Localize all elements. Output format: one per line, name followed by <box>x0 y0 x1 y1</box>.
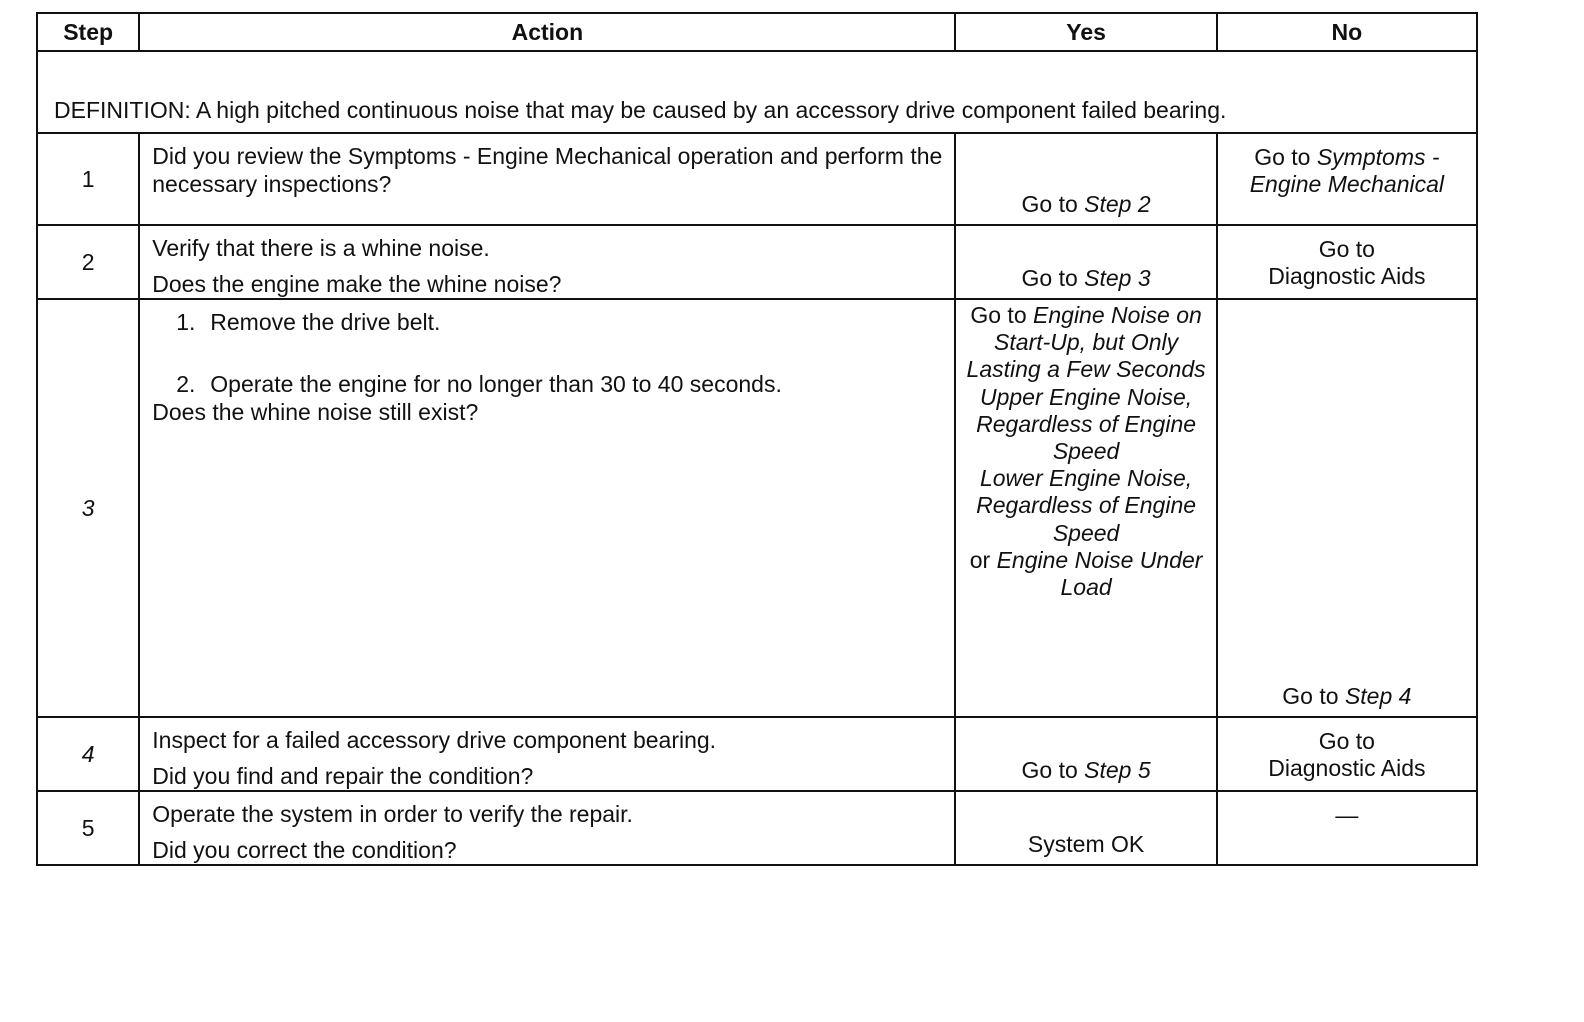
yes-link[interactable]: Upper Engine Noise, Regardless of Engine Speed <box>976 383 1197 465</box>
table-row <box>37 225 1477 299</box>
yes-cell <box>955 717 1216 791</box>
no-cell <box>1217 299 1477 717</box>
no-cell <box>1217 791 1477 865</box>
action-cell <box>139 791 955 865</box>
no-prefix: Go to <box>1318 728 1375 754</box>
no-cell <box>1217 717 1477 791</box>
action-list <box>152 308 942 398</box>
yes-prefix: Go to <box>1021 191 1085 217</box>
yes-cell <box>955 791 1216 865</box>
no-result: — <box>1335 802 1359 828</box>
no-prefix: Go to <box>1282 683 1345 709</box>
yes-cell <box>955 133 1216 225</box>
yes-link[interactable]: Engine Noise Under Load <box>996 546 1203 601</box>
action-cell <box>139 299 955 717</box>
header-yes: Yes <box>955 13 1216 51</box>
definition-row <box>37 51 1477 133</box>
header-step: Step <box>37 13 139 51</box>
step-number: 1 <box>37 133 139 225</box>
no-cell <box>1217 225 1477 299</box>
definition: DEFINITION: A high pitched continuous noise that may be caused by an accessory drive component failed bearing. <box>37 51 1477 133</box>
step-number: 2 <box>37 225 139 299</box>
table-row <box>37 299 1477 717</box>
action-cell <box>139 225 955 299</box>
table-row <box>37 791 1477 865</box>
yes-link[interactable]: Step 2 <box>1084 191 1151 217</box>
no-link[interactable]: Diagnostic Aids <box>1268 263 1426 289</box>
action-question: Did you correct the condition? <box>152 837 457 863</box>
yes-prefix: Go to <box>970 302 1034 328</box>
action-text: Did you review the Symptoms - Engine Mechanical operation and perform the necessary inspections? <box>152 143 943 197</box>
action-cell <box>139 133 955 225</box>
yes-cell <box>955 299 1216 717</box>
step-number: 3 <box>37 299 139 717</box>
action-cell <box>139 717 955 791</box>
yes-prefix: Go to <box>1021 757 1085 783</box>
step-number: 5 <box>37 791 139 865</box>
table-row <box>37 717 1477 791</box>
diagnostic-table <box>36 12 1478 866</box>
yes-link[interactable]: Step 5 <box>1084 757 1151 783</box>
no-cell <box>1217 133 1477 225</box>
list-item: 1. Remove the drive belt. <box>176 309 441 335</box>
action-question: Did you find and repair the condition? <box>152 763 534 789</box>
yes-cell <box>955 225 1216 299</box>
yes-prefix: Go to <box>1021 265 1085 291</box>
action-text: Verify that there is a whine noise. <box>152 235 490 261</box>
yes-link[interactable]: Engine Noise on Start-Up, but Only Lasting a Few Seconds <box>966 302 1206 383</box>
action-question: Does the engine make the whine noise? <box>152 271 562 297</box>
header-action: Action <box>139 13 955 51</box>
no-link[interactable]: Diagnostic Aids <box>1268 755 1426 781</box>
no-prefix: Go to <box>1318 236 1375 262</box>
header-no: No <box>1217 13 1477 51</box>
yes-result: System OK <box>1027 831 1145 857</box>
action-text: Operate the system in order to verify the repair. <box>152 801 633 827</box>
header-row <box>37 13 1477 51</box>
list-item: 2. Operate the engine for no longer than 30 to 40 seconds. <box>176 371 782 397</box>
table-row <box>37 133 1477 225</box>
no-link[interactable]: Symptoms - Engine Mechanical <box>1249 144 1445 197</box>
yes-or: or <box>969 546 997 573</box>
no-link[interactable]: Step 4 <box>1344 683 1412 709</box>
step-number: 4 <box>37 717 139 791</box>
yes-link[interactable]: Lower Engine Noise, Regardless of Engine Speed <box>976 465 1197 546</box>
yes-link[interactable]: Step 3 <box>1084 265 1151 291</box>
action-text: Inspect for a failed accessory drive component bearing. <box>152 727 717 753</box>
action-question: Does the whine noise still exist? <box>152 399 479 425</box>
no-prefix: Go to <box>1254 144 1317 170</box>
